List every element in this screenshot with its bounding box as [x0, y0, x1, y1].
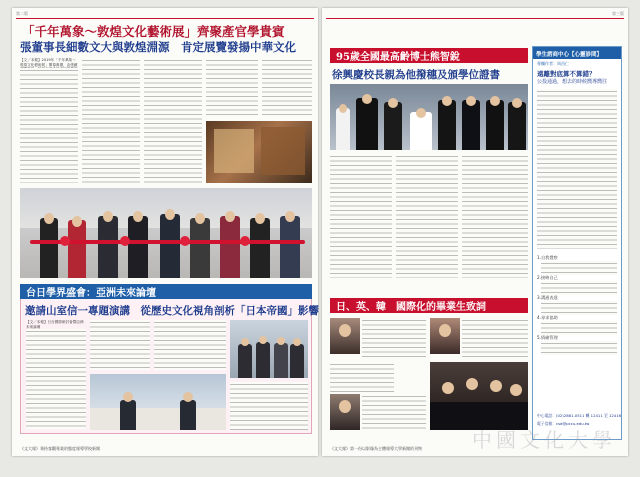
- sidebar-list: [537, 255, 617, 355]
- sidebar-subtitle: 專欄作者：周昌仁: [537, 61, 569, 66]
- article-lead: 【文／本報】2019年「千年萬象～敦煌文化藝術展」開幕典禮，由張鏡: [20, 58, 78, 67]
- forum-lead: 【文／本報】日台國際研討會暨亞洲未來論壇: [26, 320, 84, 329]
- speech-banner: 日、英、韓 國際化的畢業生致詞: [330, 298, 528, 313]
- sidebar-list-item: 2.接納自己: [537, 275, 558, 280]
- header-rule: [16, 18, 314, 19]
- sidebar-list-detail: [541, 301, 617, 315]
- page-number: 第三版: [612, 11, 624, 16]
- speaker-photo-3: [330, 394, 360, 430]
- speaker-photo-1: [330, 318, 360, 354]
- exhibition-photo: [206, 121, 312, 183]
- sidebar-title: 學生諮商中心【心靈診間】: [533, 47, 621, 59]
- article-column-3: [144, 58, 202, 183]
- headline-blue: 張董事長細數文大與敦煌淵源 肯定展覽發揚中華文化: [20, 40, 296, 54]
- left-page: [12, 8, 318, 456]
- sidebar-list-item: 1.自我覺察: [537, 255, 558, 260]
- forum-banner: 台日學界盛會：亞洲未來論壇: [20, 284, 312, 299]
- ribbon-cutting-photo: [20, 188, 312, 278]
- footer-caption: 《文大報》第一份以影像為主體報導大學新聞的刊物: [330, 446, 422, 451]
- phd-banner: 95歲全國最高齡博士熊智銳: [330, 48, 528, 63]
- speech-text-4: [362, 394, 426, 430]
- article-column-4: [206, 58, 258, 118]
- graduation-photo: [330, 84, 528, 150]
- speech-text-1: [362, 318, 426, 358]
- right-page: [322, 8, 628, 456]
- speech-text-3: [330, 362, 394, 392]
- phd-column-2: [396, 154, 458, 278]
- sidebar-list-item: 5.情緒管理: [537, 335, 558, 340]
- sidebar-question: 遠離對底算不算錯？: [537, 70, 596, 78]
- newspaper-spread: [12, 8, 628, 456]
- sidebar-list-item: 4.尋求協助: [537, 315, 558, 320]
- article-column-5: [262, 58, 312, 118]
- sidebar-question2: 公投通過，想去的時候嚮導嚮往: [537, 79, 608, 85]
- sidebar-list-detail: [541, 321, 617, 335]
- watermark: 中國文化大學: [472, 428, 616, 452]
- forum-column-2: [90, 320, 150, 370]
- forum-speaker-photo: [230, 320, 308, 378]
- sidebar-list-item: 3.溝通表達: [537, 295, 558, 300]
- forum-panel-photo: [90, 374, 226, 430]
- forum-column-1: [26, 329, 86, 429]
- sidebar-list-detail: [541, 341, 617, 355]
- headline-red: 「千年萬象～敦煌文化藝術展」齊聚產官學貴賓: [22, 24, 285, 39]
- forum-column-4: [230, 382, 308, 430]
- article-column-1: [20, 68, 78, 183]
- sidebar-list-detail: [541, 261, 617, 275]
- speaker-photo-2: [430, 318, 460, 354]
- sidebar-email: 電子信箱：csd@pccu.edu.tw: [537, 421, 590, 426]
- phd-column-1: [330, 154, 392, 278]
- page-number: 第二版: [16, 11, 28, 16]
- speech-text-2: [462, 318, 528, 358]
- sidebar-phone: 中心電話：(02)2861-0511 轉 12411 至 12416: [537, 413, 622, 418]
- counseling-sidebar: [532, 46, 622, 440]
- forum-headline: 邀請山室信一專題演講 從歷史文化視角剖析「日本帝國」影響: [25, 305, 319, 317]
- sidebar-text: [537, 89, 617, 249]
- footer-caption: 《文大報》秉持客觀專業的態度報導學校新聞: [20, 446, 100, 451]
- sidebar-list-detail: [541, 281, 617, 295]
- graduates-photo: [430, 362, 528, 430]
- article-column-2: [82, 58, 140, 183]
- phd-headline: 徐興慶校長親為他撥穗及頒學位證書: [332, 69, 500, 81]
- phd-column-3: [462, 154, 528, 278]
- forum-column-3: [154, 320, 226, 370]
- header-rule: [326, 18, 624, 19]
